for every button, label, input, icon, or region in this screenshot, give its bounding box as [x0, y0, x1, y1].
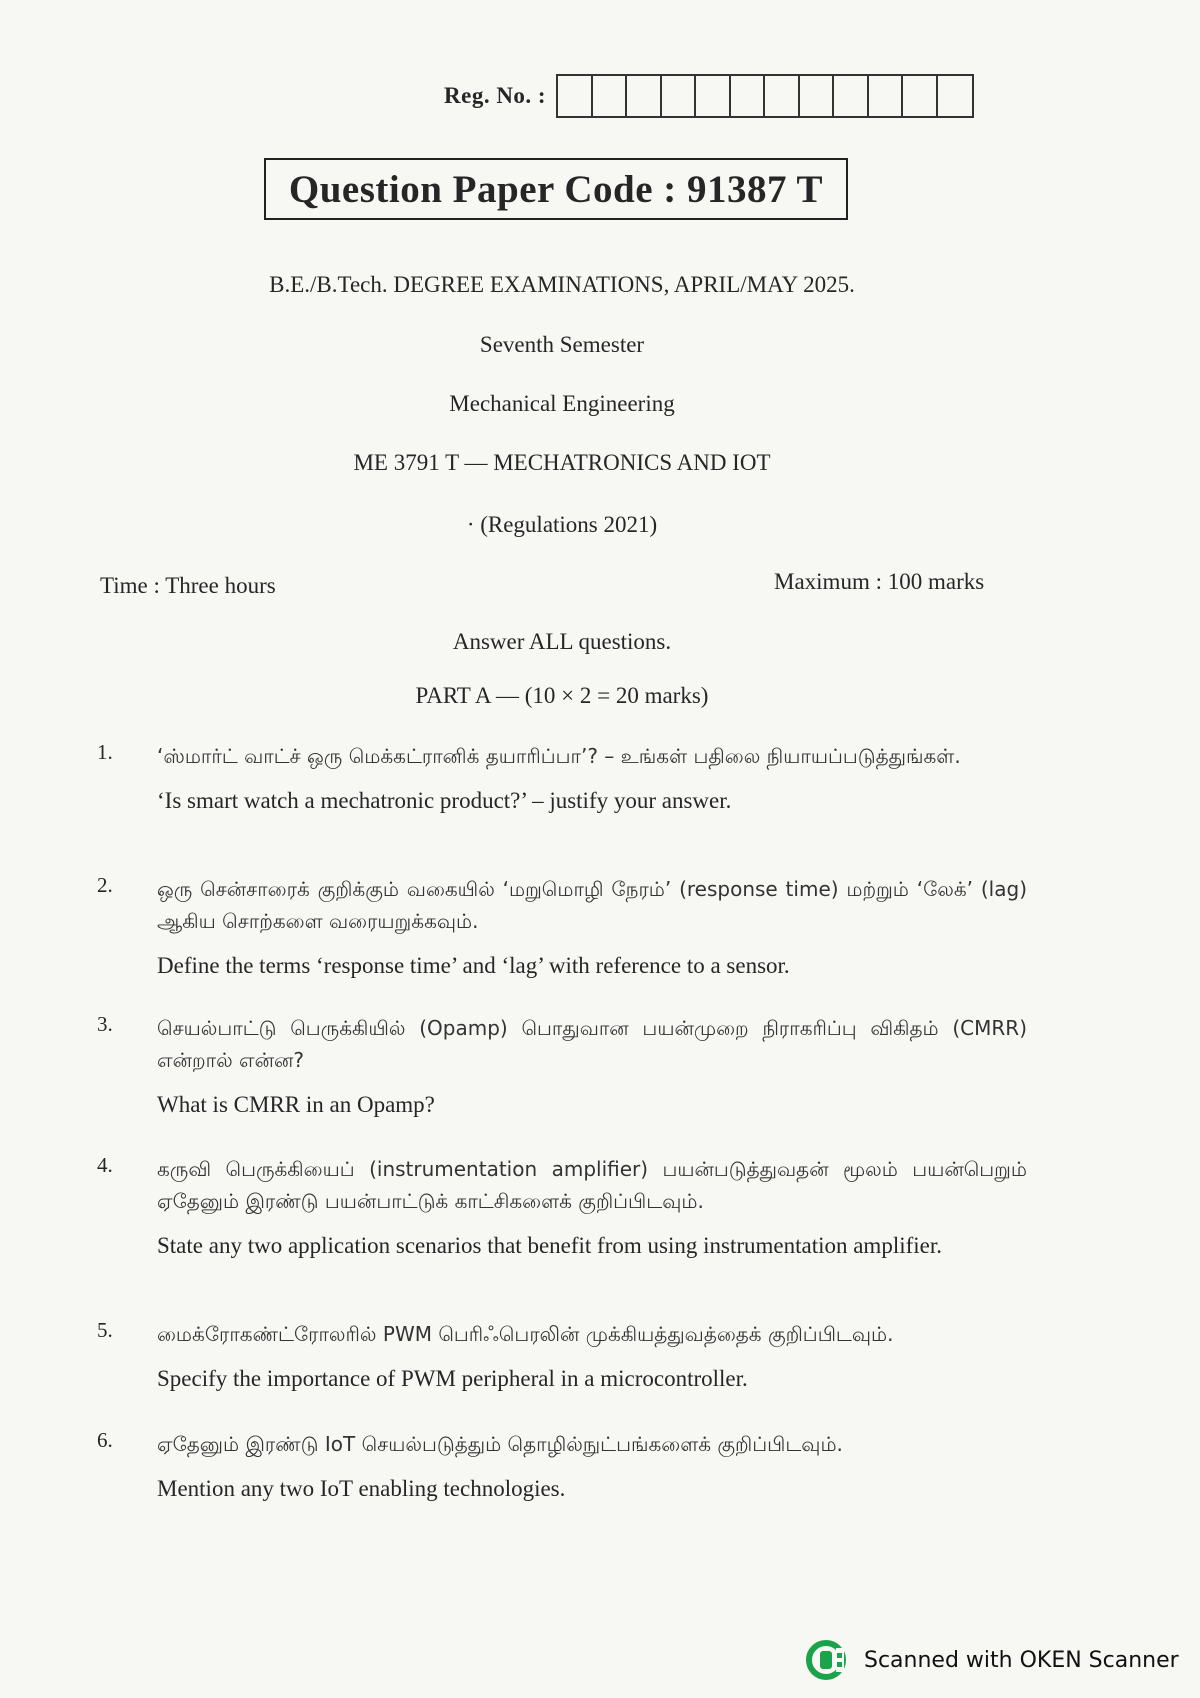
question-number: 2. [97, 873, 113, 897]
reg-no-box [696, 76, 731, 116]
question-english: What is CMRR in an Opamp? [157, 1092, 435, 1117]
course-title: ME 3791 T — MECHATRONICS AND IOT [353, 450, 771, 475]
reg-no-box [834, 76, 869, 116]
reg-no-box [731, 76, 766, 116]
part-a-title: PART A — (10 × 2 = 20 marks) [415, 683, 709, 708]
question-tamil: மைக்ரோகண்ட்ரோலரில் PWM பெரிஃபெரலின் முக்கியத்துவத்தைக் குறிப்பிடவும். [157, 1322, 894, 1346]
reg-no-box [662, 76, 697, 116]
question-item [97, 1012, 1027, 1122]
max-marks-label: Maximum : 100 marks [774, 569, 985, 594]
question-paper-code: Question Paper Code : 91387 T [264, 158, 848, 220]
reg-no-box [593, 76, 628, 116]
question-tamil: ஒரு சென்சாரைக் குறிக்கும் வகையில் ‘மறுமொழி நேரம்’ (response time) மற்றும் ‘லேக்’ (lag) ஆகிய சொற்களை வரையறுக்கவும். [157, 877, 1027, 933]
question-english: Mention any two IoT enabling technologies. [157, 1476, 566, 1501]
degree-line: B.E./B.Tech. DEGREE EXAMINATIONS, APRIL/MAY 2025. [269, 272, 855, 297]
scanner-logo-icon [806, 1640, 846, 1680]
question-number: 3. [97, 1012, 113, 1036]
question-tamil: ஏதேனும் இரண்டு IoT செயல்படுத்தும் தொழில்நுட்பங்களைக் குறிப்பிடவும். [157, 1432, 843, 1456]
question-item [97, 1428, 1027, 1506]
question-number: 4. [97, 1153, 113, 1177]
instruction: Answer ALL questions. [452, 629, 672, 654]
question-item [97, 1153, 1027, 1263]
reg-no-box [627, 76, 662, 116]
reg-no-box [765, 76, 800, 116]
scanner-watermark [806, 1640, 1179, 1680]
department-line: Mechanical Engineering [449, 391, 675, 416]
regulations-line: · (Regulations 2021) [466, 512, 658, 537]
question-item [97, 740, 1027, 818]
question-english: Specify the importance of PWM peripheral in a microcontroller. [157, 1366, 748, 1391]
question-tamil: கருவி பெருக்கியைப் (instrumentation amplifier) பயன்படுத்துவதன் மூலம் பயன்பெறும் ஏதேனும் இரண்டு பயன்பாட்டுக் காட்சிகளைக் குறிப்பிடவும். [157, 1157, 1027, 1213]
question-number: 5. [97, 1318, 113, 1342]
watermark-text: Scanned with OKEN Scanner [864, 1647, 1179, 1673]
reg-no-box [903, 76, 938, 116]
question-english: Define the terms ‘response time’ and ‘lag’ with reference to a sensor. [157, 953, 790, 978]
question-tamil: ‘ஸ்மார்ட் வாட்ச் ஒரு மெக்கட்ரானிக் தயாரிப்பா’? – உங்கள் பதிலை நியாயப்படுத்துங்கள். [157, 744, 961, 768]
question-tamil: செயல்பாட்டு பெருக்கியில் (Opamp) பொதுவான பயன்முறை நிராகரிப்பு விகிதம் (CMRR) என்றால் என்ன? [157, 1016, 1027, 1072]
reg-no-box [938, 76, 973, 116]
question-item [97, 873, 1027, 983]
reg-no-box [800, 76, 835, 116]
question-english: ‘Is smart watch a mechatronic product?’ – justify your answer. [157, 788, 732, 813]
reg-no-label: Reg. No. : [444, 83, 547, 108]
reg-no-boxes [556, 74, 974, 118]
question-number: 1. [97, 740, 113, 764]
reg-no-box [869, 76, 904, 116]
reg-no-field [444, 74, 974, 118]
question-number: 6. [97, 1428, 113, 1452]
semester-line: Seventh Semester [479, 332, 645, 357]
question-item [97, 1318, 1027, 1396]
question-english: State any two application scenarios that benefit from using instrumentation amplifier. [157, 1233, 942, 1258]
reg-no-box [558, 76, 593, 116]
time-label: Time : Three hours [100, 573, 276, 598]
